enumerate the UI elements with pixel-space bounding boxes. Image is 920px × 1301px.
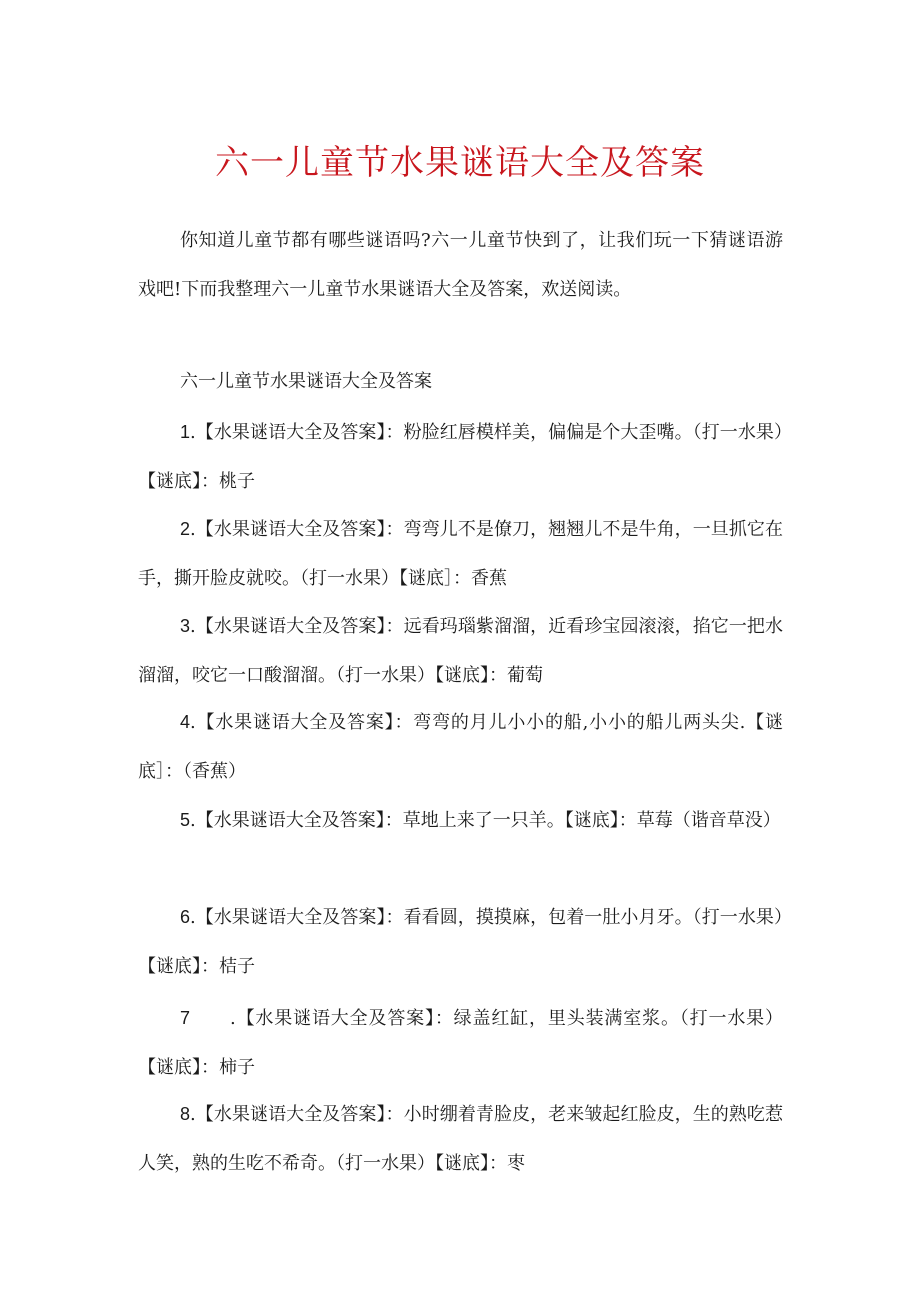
riddle-item-4 — [138, 698, 783, 796]
riddle-text: .【水果谜语大全及答案】：弯弯儿不是僚刀，翘翘儿不是牛角，一旦抓它在手，撕开脸皮就咬。（打一水果）【谜底］：香蕉 — [138, 519, 783, 589]
riddle-number: 2 — [180, 519, 191, 539]
riddle-text: .【水果谜语大全及答案】：远看玛瑙紫溜溜，近看珍宝园滚滚，掐它一把水溜溜，咬它一口酸溜溜。（打一水果）【谜底】：葡萄 — [138, 616, 783, 686]
riddle-number: 7 — [180, 1008, 191, 1028]
riddle-text: .【水果谜语大全及答案】：粉脸红唇模样美，偏偏是个大歪嘴。（打一水果）【谜底】：桃子 — [138, 422, 783, 492]
riddle-number: 1 — [180, 422, 191, 442]
riddle-item-3 — [138, 602, 783, 700]
section-heading: 六一儿童节水果谜语大全及答案 — [180, 371, 432, 392]
riddle-text: .【水果谜语大全及答案】：绿盖红缸，里头装满室浆。（打一水果）【谜底】：柿子 — [138, 1008, 783, 1078]
riddle-text: .【水果谜语大全及答案】：弯弯的月儿小小的船,小小的船儿两头尖.【谜底］：（香蕉） — [138, 712, 783, 782]
riddle-number: 6 — [180, 907, 191, 927]
riddle-item-1 — [138, 408, 783, 506]
riddle-item-5 — [138, 796, 783, 845]
riddle-item-2 — [138, 505, 783, 603]
riddle-number: 3 — [180, 616, 191, 636]
riddle-item-8 — [138, 1090, 783, 1188]
riddle-item-7 — [138, 994, 783, 1092]
intro-paragraph: 你知道儿童节都有哪些谜语吗?六一儿童节快到了，让我们玩一下猜谜语游戏吧!下而我整理六一儿童节水果谜语大全及答案，欢送阅读。 — [138, 230, 783, 300]
riddle-text: .【水果谜语大全及答案】：看看圆，摸摸麻，包着一肚小月牙。（打一水果）【谜底】：桔子 — [138, 907, 783, 977]
riddle-number: 8 — [180, 1104, 191, 1124]
riddle-number: 5 — [180, 810, 191, 830]
riddle-number: 4 — [180, 712, 191, 732]
riddle-text: .【水果谜语大全及答案】：草地上来了一只羊。【谜底】：草莓（谐音草没） — [190, 810, 781, 831]
riddle-text: .【水果谜语大全及答案】：小时绷着青脸皮，老来皱起红脸皮，生的熟吃惹人笑，熟的生吃不希奇。（打一水果）【谜底】：枣 — [138, 1104, 783, 1174]
riddle-item-6 — [138, 893, 783, 991]
page-title: 六一儿童节水果谜语大全及答案 — [215, 143, 705, 183]
